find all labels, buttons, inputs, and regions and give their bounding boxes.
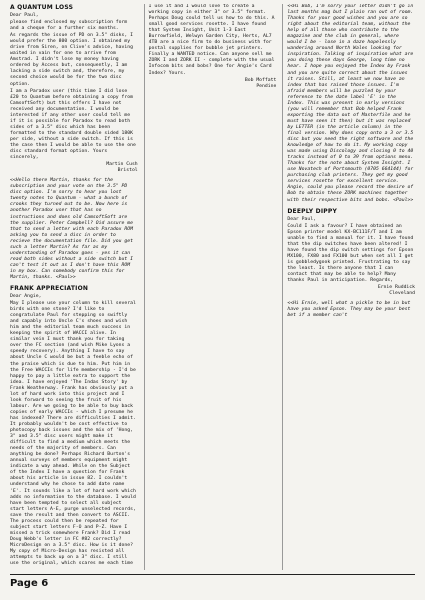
signature-name: Bob Moffatt	[244, 77, 277, 83]
letter-paragraph: I am a Paradox user (this time I did lose £20 to Quantum before obtaining a copy from CamsoftSoft) but this offers I have not received any documentation. I would be interested if any other user could tell me if it is possible for Paradox to read both sides of a 3.5" disc which has been formatted to the standard double sided 180K per side, without a side switch. If this is the case then I would be able to use the one disc standard format option. Yours sincerely,	[10, 88, 136, 161]
column-left	[10, 4, 138, 570]
salutation: Dear Paul,	[10, 13, 39, 18]
signature-place: Cleveland	[389, 291, 416, 297]
magazine-page	[10, 4, 415, 570]
letter-continuation: I use it and I would love to create a working copy in either 3" or 3.5" format. Perhaps Doug could tell us how to do this. A small good services rosette. I have found that System Insight, Unit 1-3 East Burrowfield, Welwyn Garden City, Herts, AL7 4TB are a nice firm to do business with for postal supplies for bubble jet printers. Finally a WANTED notice. Can anyone sell me ZORK I and ZORK II - complete with the usual Infocom bits and bobs? One for Angie's Card Index? Yours.	[148, 4, 275, 76]
letter-paragraph: May I please use your column to kill several birds with one stone? I'd like to congratulate Paul for stepping so swiftly and capably into Uncle C's shoes and wish him and the editorial team much success in keeping the spirit of WACCI alive. In similar vein I must thank you for taking over the FC section (and wish Mike Lyons a speedy recovery). Anything I have to say about Uncle C would be but a feeble echo of the praise which is due to him. Put him in the Free WACCIs for life membership - I'd be happy to pay a little extra to support the idea. I have enjoyed 'The Indas Story' by Frank Weatherway. Frank has obviously put a lot of hard work into this project and I look forward to seeing the fruit of his labour. Are we going to be able to buy back copies of early WACCIs - which I presume he has indexed? There are difficulties I admit. It probably wouldn't be cost effective to photocopy back issues and the mix of 'Hong, 3" and 3.5" disc users might make it difficult to find a medium which meets the needs of the majority of members. Can anything be done? Perhaps Richard Burton's annual surveys of members equipment might indicate a way ahead. While on the Subject of the Index I have a question for Frank about his article in issue 82. I couldn't understand why he chose to add date name 'E'. It sounds like a lot of hard work which adds no information to the database. I would have been tempted to select all subject start letters A-E, purge unselected records, save the result and then convert to ASCII. The process could then be repeated for subject start letters F-O and P-Z. Have I missed a trick somewhere Frank? Did I read Doug Webb's letter in FC #82 correctly? MicroDesign on a 3.5" disc. How is it done? My copy of Micro-Design has resisted all attempts to back up on a 3" disc. I still use the original, which scares me each time	[10, 301, 136, 567]
page-footer	[10, 574, 415, 593]
column-right	[282, 4, 415, 570]
editor-reply: <<Hi Ernie, well what a pickle to be in but have you asked Epson. They may be your best bet if a member can't	[287, 301, 411, 319]
salutation: Dear Paul,	[287, 216, 316, 222]
letter-paragraph: As regards the issue of PD on 3.5" disks, I would prefer the 800 option. I obtained my drive from Siren, on Clive's advice, having waited in vain for one to arrive from Amstrad. I didn't lose my money having ordered by Access but, consequently, I am lacking a side switch and, therefore, my second choice would be for the two disc option.	[10, 33, 133, 87]
page-number: Page 6	[10, 578, 49, 589]
letter-heading-dippy: DEEPLY DIPPY	[287, 207, 337, 215]
editor-reply: <<Hello there Martin, thanks for the subscription and your vote on the 3.5" PD disc option. I'm sorry to hear you lost twenty notes to Quantum - what a bunch of crooks they turned out to be. Now here is another Paradox user that has no instructions and does old CamsoftSoft are the supplier. Peter Campbell? Oid assure me that to send a letter with each Paradox ROM asking you to send a disc in order to recieve the documentation file. Did you get such a letter Martin? As far as my understanding of Paradox goes - yes it can read both sides without a side switch but I can't test it out as I don't have this ROM in my box. Can somebody confirm this for Martin, thanks. <Paul>>	[10, 178, 133, 280]
column-middle	[144, 4, 277, 570]
signature-name: Ernie Ruddick	[377, 285, 416, 291]
salutation: Dear Angie,	[10, 294, 42, 300]
letter-paragraph: Could I ask a favour? I have obtained an Epson printer model KX-BC111F/T and I am unable to find a manual for it. I have found that the dip switches have been altered! I have found the dip switch settings for Epson MX100, FX80 and FX100 but when set all I get is gobbledygook printed. Frustrating to say the least. Is there anyone that I can contact that may be able to help? Many thanks Paul in anticipation. Regards,	[287, 223, 414, 284]
signature-name: Martin Cush	[106, 162, 138, 168]
letter-paragraph: please find enclosed my subscription form and a cheque for a further six months.	[10, 20, 128, 32]
letter-heading-quantum: A QUANTUM LOSS	[10, 4, 74, 11]
signature-place: Bristol	[117, 168, 138, 174]
editor-reply: <<Hi Bob, I'm sorry your letter didn't go in last months mag but I plain ran out of room. Thanks for your good wishes and you are so right about the editorial team, without the help of all those who contribute to the magazine and the club in general, where would I be - lose in a daze hopelessly wandering around North Wales looking for inspiration. Talking of inspiration what are you doing these days George, long time no hear. I hope you enjoyed the Index by Frank and you are quite correct about the issues it raises. Still, at least we now have an index that has raised those issues. I'm afraid members will be puzzled by your reference to the date label 'E' in the Index. This was present in early versions (you will remember that Bob helped Frank exporting the data out of Masterfile and he must have seen it then) but it was replaced by LETTER (in the article column) in the final version. Why does copy onto a 3 or 3.5 disc but you need the right software and the knowledge of how to do it. My working copy was made using Discology and closing 0 to 40 tracks instead of 0 to 39 from options menu. Thanks for the note about System Insight. I use Novatech of Portsmouth (0705 664144) for purchasing club printers. They get my good services rosette for excellent service. Angie, could you please record the desire of Bob to obtain these ZORK machines together with their respective bits and bobs. <Paul>>	[287, 4, 414, 203]
signature-place: Pendine	[256, 83, 277, 89]
letter-heading-frank: FRANK APPRECIATION	[10, 285, 89, 293]
